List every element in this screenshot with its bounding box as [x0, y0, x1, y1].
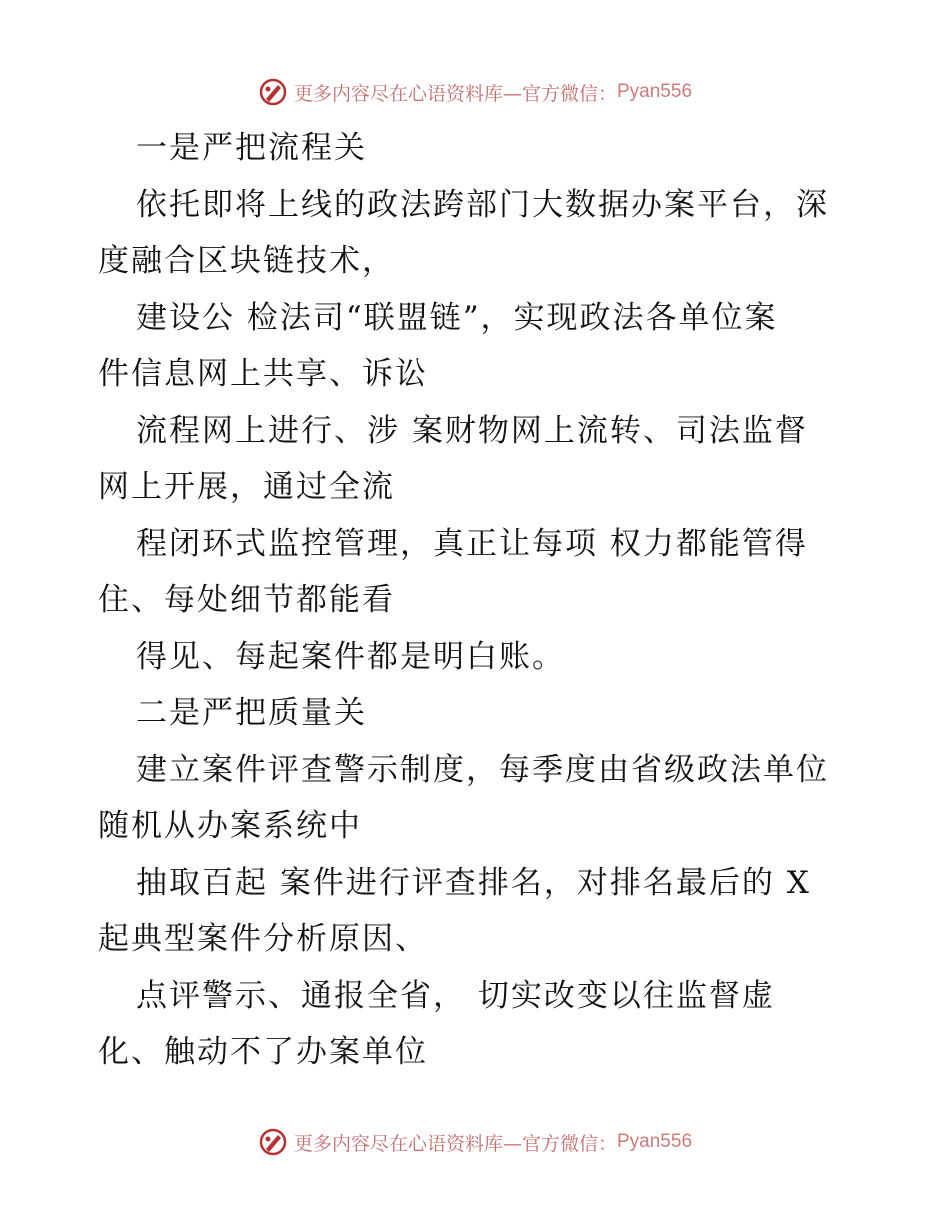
- footer-banner: [0, 1122, 950, 1162]
- paragraph-line: 建立案件评查警示制度，每季度由省级政法单位: [136, 751, 829, 788]
- paragraph-line: 得见、每起案件都是明白账。: [136, 638, 565, 675]
- paragraph-line: 建设公 检法司“联盟链”，实现政法各单位案: [136, 299, 778, 336]
- header-banner: [0, 72, 950, 112]
- pen-logo-icon: [258, 1127, 288, 1157]
- paragraph-line: 程闭环式监控管理，真正让每项 权力都能管得: [136, 525, 808, 562]
- document-body: [98, 120, 868, 1081]
- paragraph-line: 化、触动不了办案单位: [98, 1034, 428, 1070]
- header-banner-text: 更多内容尽在心语资料库—官方微信：: [293, 82, 617, 105]
- paragraph-line: 点评警示、通报全省， 切实改变以往监督虚: [136, 977, 775, 1014]
- footer-banner-text: 更多内容尽在心语资料库—官方微信：: [293, 1132, 617, 1155]
- footer-banner-code: Pyan556: [617, 1131, 693, 1152]
- paragraph-line: 起典型案件分析原因、: [98, 921, 428, 957]
- paragraph-line: 流程网上进行、涉 案财物网上流转、司法监督: [136, 412, 808, 449]
- section-heading: 二是严把质量关: [136, 695, 367, 731]
- paragraph-line: 件信息网上共享、诉讼: [98, 356, 428, 392]
- paragraph-line: 住、每处细节都能看: [98, 582, 395, 618]
- section-heading: 一是严把流程关: [136, 130, 367, 166]
- pen-logo-icon: [258, 77, 288, 107]
- header-banner-code: Pyan556: [617, 81, 693, 102]
- paragraph-line: 度融合区块链技术，: [98, 243, 395, 279]
- paragraph-line: 依托即将上线的政法跨部门大数据办案平台，深: [136, 186, 829, 223]
- paragraph-line: 网上开展，通过全流: [98, 469, 395, 505]
- paragraph-line: 随机从办案系统中: [98, 808, 362, 844]
- paragraph-line: 抽取百起 案件进行评查排名，对排名最后的 X: [136, 864, 811, 901]
